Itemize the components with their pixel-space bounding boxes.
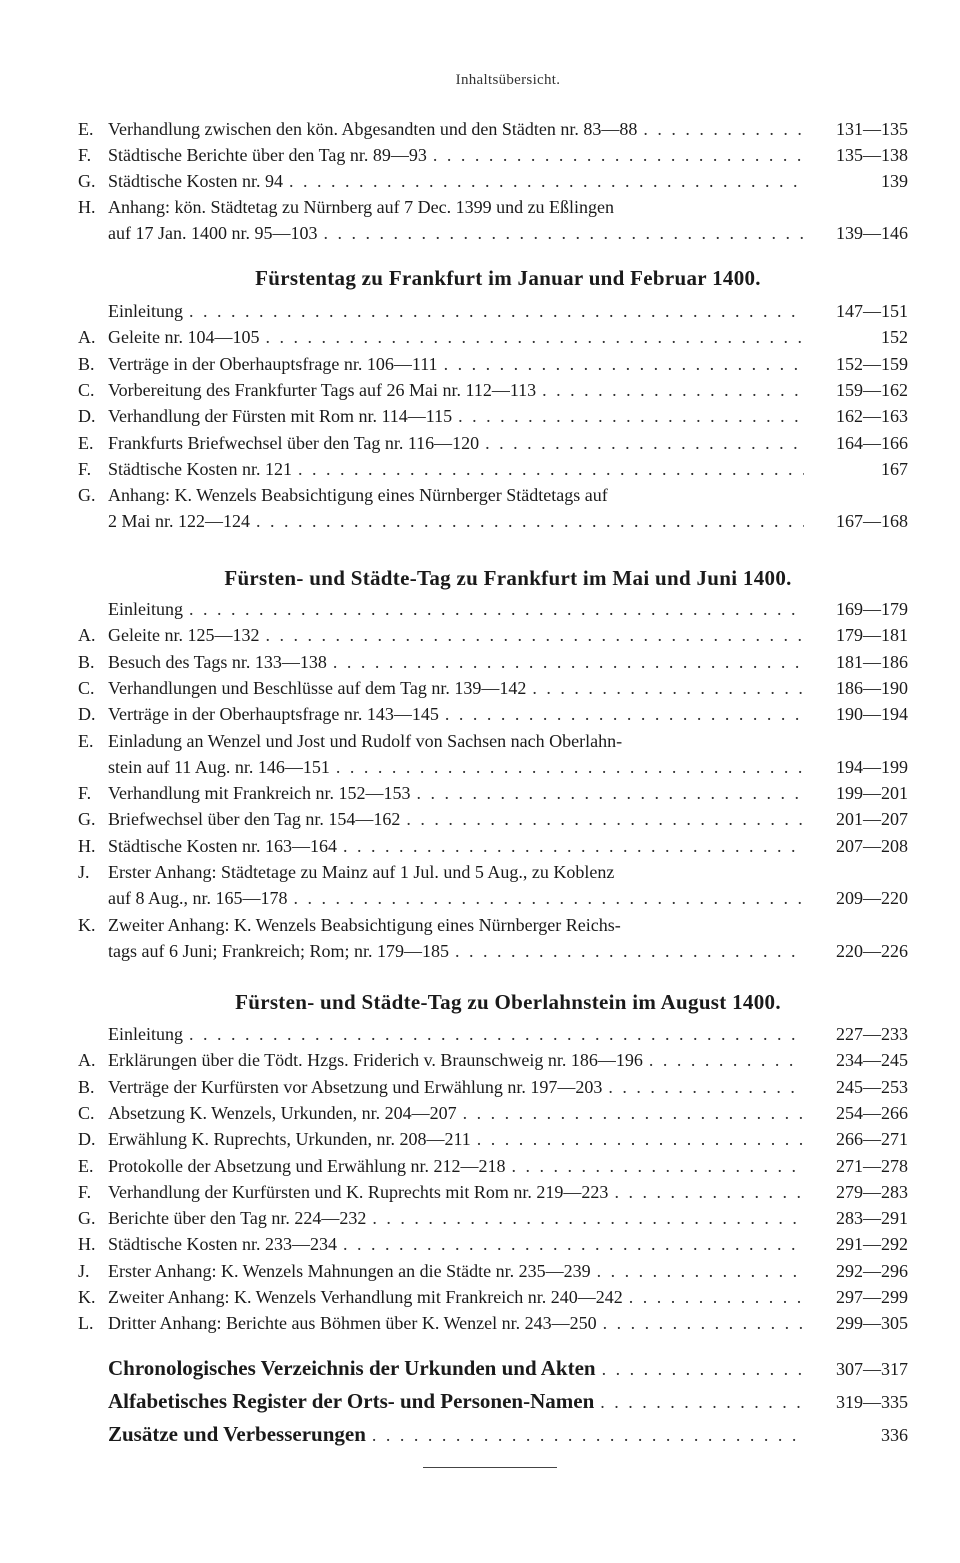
entry-row [108, 1355, 908, 1382]
entry-letter: H. [78, 197, 96, 217]
toc-entry [78, 168, 908, 194]
entry-pages: 266—271 [836, 1129, 908, 1150]
toc-entry [78, 859, 908, 911]
entry-pages: 135—138 [836, 145, 908, 165]
entry-letter: K. [78, 914, 96, 935]
entry-letter: H. [78, 1234, 96, 1255]
entry-letter: D. [78, 704, 96, 725]
entry-pages: 297—299 [836, 1287, 908, 1307]
entry-pages: 131—135 [836, 119, 908, 139]
entry-letter: E. [78, 730, 94, 751]
entry-pages: 254—266 [836, 1102, 908, 1123]
entry-row [108, 220, 908, 246]
entry-text-line1: Einladung an Wenzel und Jost und Rudolf von Sachsen nach Oberlahn- [108, 730, 623, 751]
entry-letter: L. [78, 1313, 94, 1334]
entry-pages: 234—245 [836, 1050, 908, 1071]
entry-row [108, 885, 908, 911]
toc-entry [108, 596, 908, 622]
toc-page [78, 0, 908, 1563]
entry-row [108, 1153, 908, 1179]
entry-pages: 207—208 [836, 835, 908, 856]
section-heading-oberlahnstein: Fürsten- und Städte-Tag zu Oberlahnstein im August 1400. [235, 990, 781, 1014]
entry-title: Verträge in der Oberhauptsfrage nr. 106—111 [108, 353, 438, 374]
entry-title: Erwählung K. Ruprechts, Urkunden, nr. 208—211 [108, 1129, 471, 1150]
leader-dots [416, 780, 804, 806]
entry-letter: F. [78, 1181, 92, 1202]
entry-pages: 291—292 [836, 1234, 908, 1255]
entry-row [108, 833, 908, 859]
entry-row [108, 1074, 908, 1100]
entry-pages: 245—253 [836, 1076, 908, 1097]
toc-entry [78, 351, 908, 377]
entry-title: auf 8 Aug., nr. 165—178 [108, 888, 288, 908]
toc-entry [78, 1284, 908, 1310]
leader-dots [477, 1126, 804, 1152]
entry-pages: 139—146 [836, 223, 908, 243]
entry-title: Alfabetisches Register der Orts- und Personen-Namen [108, 1389, 595, 1413]
entry-letter: E. [78, 432, 94, 453]
leader-dots [532, 675, 804, 701]
entry-title: Verhandlung der Fürsten mit Rom nr. 114—115 [108, 406, 453, 427]
leader-dots [343, 833, 804, 859]
leader-dots [323, 220, 804, 246]
entry-pages: 307—317 [836, 1359, 908, 1379]
entry-letter: B. [78, 353, 95, 374]
entry-row [108, 1100, 908, 1126]
leader-dots [602, 1356, 804, 1382]
toc-entry [78, 806, 908, 832]
toc-entry [78, 675, 908, 701]
entry-title: auf 17 Jan. 1400 nr. 95—103 [108, 223, 318, 243]
entry-row [108, 622, 908, 648]
running-head: Inhaltsübersicht. [455, 72, 561, 88]
entry-pages: 169—179 [836, 599, 908, 619]
toc-entry [108, 1355, 908, 1382]
entry-title: Städtische Kosten nr. 121 [108, 458, 292, 479]
entry-pages: 167—168 [836, 511, 908, 532]
toc-entry [108, 298, 908, 324]
entry-title: Erster Anhang: K. Wenzels Mahnungen an die Städte nr. 235—239 [108, 1260, 591, 1281]
leader-dots [458, 403, 804, 429]
leader-dots [445, 701, 804, 727]
entry-title: Zweiter Anhang: K. Wenzels Verhandlung mit Frankreich nr. 240—242 [108, 1287, 623, 1307]
entry-letter: C. [78, 1102, 95, 1123]
toc-entry [108, 1421, 908, 1448]
toc-entry [78, 403, 908, 429]
entry-letter: J. [78, 862, 90, 882]
entry-letter: G. [78, 485, 96, 506]
entry-pages: 186—190 [836, 677, 908, 698]
leader-dots [603, 1310, 804, 1336]
entry-title: Protokolle der Absetzung und Erwählung nr. 212—218 [108, 1155, 506, 1176]
entry-title: Verhandlungen und Beschlüsse auf dem Tag nr. 139—142 [108, 677, 527, 698]
toc-entry [78, 1310, 908, 1336]
toc-entry [78, 194, 908, 246]
entry-pages: 164—166 [836, 432, 908, 453]
entry-text-line1: Erster Anhang: Städtetage zu Mainz auf 1 Jul. und 5 Aug., zu Koblenz [108, 862, 615, 882]
entry-letter: H. [78, 835, 96, 856]
entry-row [108, 649, 908, 675]
entry-row [108, 1179, 908, 1205]
entry-row [108, 675, 908, 701]
entry-letter: G. [78, 809, 96, 830]
entry-letter: J. [78, 1260, 90, 1281]
leader-dots [406, 806, 804, 832]
leader-dots [298, 456, 804, 482]
closing-rule [423, 1467, 557, 1468]
entry-title: Frankfurts Briefwechsel über den Tag nr. 116—120 [108, 432, 480, 453]
leader-dots [343, 1231, 804, 1257]
entry-pages: 194—199 [836, 756, 908, 777]
entry-title: Besuch des Tags nr. 133—138 [108, 651, 327, 672]
leader-dots [336, 754, 804, 780]
entry-letter: A. [78, 327, 96, 348]
leader-dots [485, 430, 804, 456]
entry-row [108, 1284, 908, 1310]
entry-pages: 220—226 [836, 940, 908, 961]
toc-entry [78, 912, 908, 964]
entry-title: Erklärungen über die Tödt. Hzgs. Friderich v. Braunschweig nr. 186—196 [108, 1050, 643, 1071]
entry-pages: 209—220 [836, 888, 908, 908]
entry-pages: 283—291 [836, 1208, 908, 1229]
entry-letter: E. [78, 1155, 94, 1176]
entry-row [108, 1126, 908, 1152]
leader-dots [189, 596, 804, 622]
entry-row [108, 168, 908, 194]
leader-dots [289, 168, 804, 194]
entry-title: Berichte über den Tag nr. 224—232 [108, 1208, 367, 1229]
toc-entry [78, 1126, 908, 1152]
section-heading-fuerstentag-januar: Fürstentag zu Frankfurt im Januar und Februar 1400. [255, 266, 761, 290]
entry-row [108, 430, 908, 456]
entry-row [108, 1047, 908, 1073]
entry-title: Vorbereitung des Frankfurter Tags auf 26 Mai nr. 112—113 [108, 379, 537, 400]
toc-entry [78, 116, 908, 142]
entry-pages: 152 [881, 327, 908, 348]
entry-letter: C. [78, 379, 95, 400]
section-heading-frankfurt-mai: Fürsten- und Städte-Tag zu Frankfurt im Mai und Juni 1400. [224, 566, 792, 590]
leader-dots [372, 1205, 804, 1231]
toc-entry [78, 1100, 908, 1126]
entry-row [108, 1388, 908, 1415]
entry-pages: 271—278 [836, 1155, 908, 1176]
entry-row [108, 508, 908, 534]
entry-letter: F. [78, 145, 92, 165]
entry-title: Verhandlung zwischen den kön. Abgesandten und den Städten nr. 83—88 [108, 119, 638, 139]
leader-dots [614, 1179, 804, 1205]
entry-title: Städtische Kosten nr. 163—164 [108, 835, 337, 856]
toc-entry [78, 1179, 908, 1205]
entry-title: Verhandlung mit Frankreich nr. 152—153 [108, 783, 411, 804]
entry-row [108, 780, 908, 806]
entry-title: Städtische Berichte über den Tag nr. 89—93 [108, 145, 427, 165]
leader-dots [433, 142, 804, 168]
toc-entry [78, 649, 908, 675]
entry-title: Geleite nr. 125—132 [108, 625, 260, 646]
toc-entry [78, 142, 908, 168]
entry-row [108, 1205, 908, 1231]
toc-entry [78, 622, 908, 648]
toc-entry [78, 1231, 908, 1257]
entry-pages: 292—296 [836, 1260, 908, 1281]
entry-title: Briefwechsel über den Tag nr. 154—162 [108, 809, 401, 830]
entry-title: stein auf 11 Aug. nr. 146—151 [108, 756, 330, 777]
entry-pages: 190—194 [836, 704, 908, 725]
toc-entry [78, 324, 908, 350]
entry-letter: B. [78, 1076, 95, 1097]
entry-title: Städtische Kosten nr. 94 [108, 171, 283, 191]
entry-title: Verträge in der Oberhauptsfrage nr. 143—145 [108, 704, 439, 725]
entry-row [108, 701, 908, 727]
leader-dots [608, 1074, 804, 1100]
entry-letter: C. [78, 677, 95, 698]
entry-pages: 227—233 [836, 1024, 908, 1044]
entry-pages: 159—162 [836, 379, 908, 400]
entry-pages: 179—181 [836, 625, 908, 646]
entry-text-line1: Zweiter Anhang: K. Wenzels Beabsichtigung eines Nürnberger Reichs- [108, 914, 621, 935]
entry-pages: 167 [881, 458, 908, 479]
entry-title: Verhandlung der Kurfürsten und K. Ruprechts mit Rom nr. 219—223 [108, 1181, 609, 1202]
leader-dots [629, 1284, 804, 1310]
leader-dots [265, 622, 804, 648]
toc-entry [78, 377, 908, 403]
entry-letter: K. [78, 1287, 96, 1307]
toc-entry [78, 780, 908, 806]
entry-row [108, 806, 908, 832]
toc-entry [78, 728, 908, 780]
entry-letter: F. [78, 458, 92, 479]
entry-title: Dritter Anhang: Berichte aus Böhmen über K. Wenzel nr. 243—250 [108, 1313, 597, 1334]
entry-title: Einleitung [108, 301, 183, 321]
leader-dots [256, 508, 804, 534]
leader-dots [597, 1258, 804, 1284]
leader-dots [511, 1153, 804, 1179]
entry-pages: 152—159 [836, 353, 908, 374]
entry-row [108, 324, 908, 350]
leader-dots [265, 324, 804, 350]
entry-title: Verträge der Kurfürsten vor Absetzung und Erwählung nr. 197—203 [108, 1076, 603, 1097]
entry-title: Einleitung [108, 599, 183, 619]
entry-row [108, 351, 908, 377]
entry-row [108, 1021, 908, 1047]
leader-dots [542, 377, 804, 403]
entry-title: Einleitung [108, 1024, 183, 1044]
leader-dots [372, 1422, 804, 1448]
entry-row [108, 456, 908, 482]
entry-title: Zusätze und Verbesserungen [108, 1422, 366, 1446]
entry-title: Städtische Kosten nr. 233—234 [108, 1234, 337, 1255]
toc-entry [78, 1205, 908, 1231]
entry-pages: 299—305 [836, 1313, 908, 1334]
entry-row [108, 142, 908, 168]
entry-pages: 199—201 [836, 783, 908, 804]
leader-dots [189, 298, 804, 324]
entry-pages: 139 [881, 171, 908, 191]
toc-entry [78, 701, 908, 727]
toc-entry [78, 482, 908, 534]
entry-row [108, 1258, 908, 1284]
entry-row [108, 596, 908, 622]
toc-entry [78, 1258, 908, 1284]
leader-dots [455, 938, 804, 964]
entry-title: tags auf 6 Juni; Frankreich; Rom; nr. 179—185 [108, 940, 449, 961]
entry-row [108, 403, 908, 429]
entry-letter: D. [78, 406, 96, 427]
entry-letter: F. [78, 783, 92, 804]
toc-entry [78, 833, 908, 859]
leader-dots [189, 1021, 804, 1047]
entry-row [108, 938, 908, 964]
toc-entry [78, 430, 908, 456]
leader-dots [643, 116, 804, 142]
leader-dots [333, 649, 804, 675]
toc-entry [78, 1047, 908, 1073]
entry-title: Chronologisches Verzeichnis der Urkunden und Akten [108, 1356, 596, 1380]
entry-row [108, 1310, 908, 1336]
entry-row [108, 298, 908, 324]
entry-pages: 181—186 [836, 651, 908, 672]
entry-pages: 336 [881, 1425, 908, 1445]
entry-letter: G. [78, 171, 96, 191]
entry-row [108, 754, 908, 780]
entry-title: 2 Mai nr. 122—124 [108, 511, 250, 532]
toc-entry [108, 1021, 908, 1047]
leader-dots [463, 1100, 804, 1126]
leader-dots [444, 351, 804, 377]
leader-dots [600, 1389, 804, 1415]
entry-letter: B. [78, 651, 95, 672]
leader-dots [294, 885, 805, 911]
entry-text-line1: Anhang: K. Wenzels Beabsichtigung eines Nürnberger Städtetags auf [108, 485, 608, 506]
entry-row [108, 377, 908, 403]
toc-entry [78, 1074, 908, 1100]
toc-entry [78, 456, 908, 482]
entry-pages: 201—207 [836, 809, 908, 830]
toc-entry [78, 1153, 908, 1179]
entry-row [108, 1421, 908, 1448]
entry-row [108, 1231, 908, 1257]
entry-letter: E. [78, 119, 94, 139]
toc-entry [108, 1388, 908, 1415]
leader-dots [649, 1047, 804, 1073]
entry-title: Geleite nr. 104—105 [108, 327, 260, 348]
entry-letter: D. [78, 1129, 96, 1150]
entry-text-line1: Anhang: kön. Städtetag zu Nürnberg auf 7 Dec. 1399 und zu Eßlingen [108, 197, 615, 217]
entry-pages: 162—163 [836, 406, 908, 427]
entry-letter: G. [78, 1208, 96, 1229]
entry-title: Absetzung K. Wenzels, Urkunden, nr. 204—207 [108, 1102, 457, 1123]
entry-letter: A. [78, 1050, 96, 1071]
entry-pages: 319—335 [836, 1392, 908, 1412]
entry-row [108, 116, 908, 142]
entry-pages: 279—283 [836, 1181, 908, 1202]
entry-pages: 147—151 [836, 301, 908, 321]
entry-letter: A. [78, 625, 96, 646]
